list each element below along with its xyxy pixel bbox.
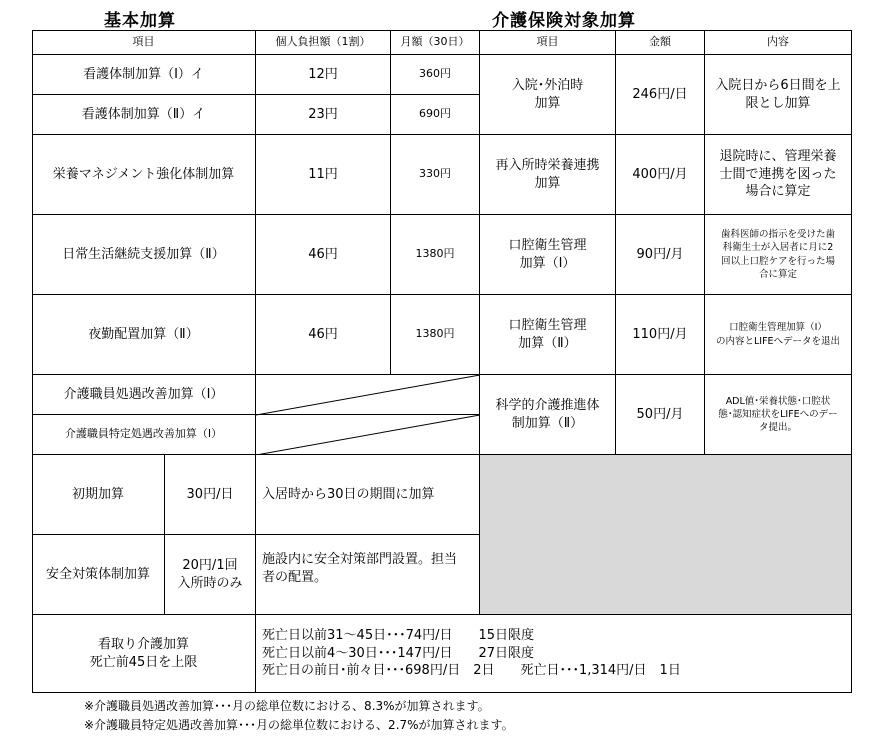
left-row-personal: 23円 <box>256 95 391 135</box>
left-row-empty-diagonal <box>256 415 480 455</box>
right-row-content: 入院日から6日間を上 限とし加算 <box>705 55 852 135</box>
left-row-monthly: 360円 <box>391 55 480 95</box>
basic-heading: 基本加算 <box>104 11 176 31</box>
left-row-personal: 46円 <box>256 215 391 295</box>
extra-row-item: 初期加算 <box>32 455 165 535</box>
right-header-item: 項目 <box>480 30 616 55</box>
right-row-item: 再入所時栄養連携 加算 <box>480 135 616 215</box>
left-row-monthly: 1380円 <box>391 215 480 295</box>
right-header-amount: 金額 <box>616 30 705 55</box>
right-row-content: 口腔衛生管理加算（Ⅰ） の内容とLIFEへデータを退出 <box>705 295 852 375</box>
left-header-personal: 個人負担額（1割） <box>256 30 391 55</box>
extra-row-content: 入居時から30日の期間に加算 <box>256 455 480 535</box>
left-row-monthly: 1380円 <box>391 295 480 375</box>
right-row-amount: 50円/月 <box>616 375 705 455</box>
right-row-item: 口腔衛生管理 加算（Ⅱ） <box>480 295 616 375</box>
left-row-item: 夜勤配置加算（Ⅱ） <box>32 295 256 375</box>
right-row-content: 退院時に、管理栄養 士間で連携を図った 場合に算定 <box>705 135 852 215</box>
left-row-item: 介護職員処遇改善加算（Ⅰ） <box>32 375 256 415</box>
left-row-item: 日常生活継続支援加算（Ⅱ） <box>32 215 256 295</box>
insurance-heading: 介護保険対象加算 <box>492 11 636 31</box>
left-row-item: 介護職員特定処遇改善加算（Ⅰ） <box>32 415 256 455</box>
terminal-care-item: 看取り介護加算 死亡前45日を上限 <box>32 615 256 693</box>
left-row-empty-diagonal <box>256 375 480 415</box>
left-row-item: 看護体制加算（Ⅱ）イ <box>32 95 256 135</box>
left-header-monthly: 月額（30日） <box>391 30 480 55</box>
left-row-personal: 12円 <box>256 55 391 95</box>
right-row-amount: 90円/月 <box>616 215 705 295</box>
left-row-personal: 46円 <box>256 295 391 375</box>
grey-filler-cell <box>480 455 852 615</box>
extra-row-amount: 20円/1回 入所時のみ <box>165 535 256 615</box>
extra-row-amount: 30円/日 <box>165 455 256 535</box>
left-row-monthly: 690円 <box>391 95 480 135</box>
right-row-amount: 246円/日 <box>616 55 705 135</box>
note-1: ※介護職員処遇改善加算･･･月の総単位数における、8.3%が加算されます。 <box>84 699 490 713</box>
right-row-amount: 110円/月 <box>616 295 705 375</box>
right-row-item: 口腔衛生管理 加算（Ⅰ） <box>480 215 616 295</box>
extra-row-content: 施設内に安全対策部門設置。担当 者の配置。 <box>256 535 480 615</box>
right-header-content: 内容 <box>705 30 852 55</box>
left-row-monthly: 330円 <box>391 135 480 215</box>
right-row-amount: 400円/月 <box>616 135 705 215</box>
right-row-item: 入院･外泊時 加算 <box>480 55 616 135</box>
terminal-care-content: 死亡日以前31～45日･･･74円/日 15日限度 死亡日以前4～30日･･･147円/日 27日限度 死亡日の前日･前々日･･･698円/日 2日 死亡日･･･1,314円/日 1日 <box>256 615 852 693</box>
extra-row-item: 安全対策体制加算 <box>32 535 165 615</box>
left-row-item: 看護体制加算（Ⅰ）イ <box>32 55 256 95</box>
left-row-personal: 11円 <box>256 135 391 215</box>
left-header-item: 項目 <box>32 30 256 55</box>
left-row-item: 栄養マネジメント強化体制加算 <box>32 135 256 215</box>
right-row-content: ADL値･栄養状態･口腔状 態･認知症状をLIFEへのデー タ提出。 <box>705 375 852 455</box>
right-row-item: 科学的介護推進体 制加算（Ⅱ） <box>480 375 616 455</box>
note-2: ※介護職員特定処遇改善加算･･･月の総単位数における、2.7%が加算されます。 <box>84 718 514 732</box>
right-row-content: 歯科医師の指示を受けた歯 科衛生士が入居者に月に2 回以上口腔ケアを行った場 合に算定 <box>705 215 852 295</box>
